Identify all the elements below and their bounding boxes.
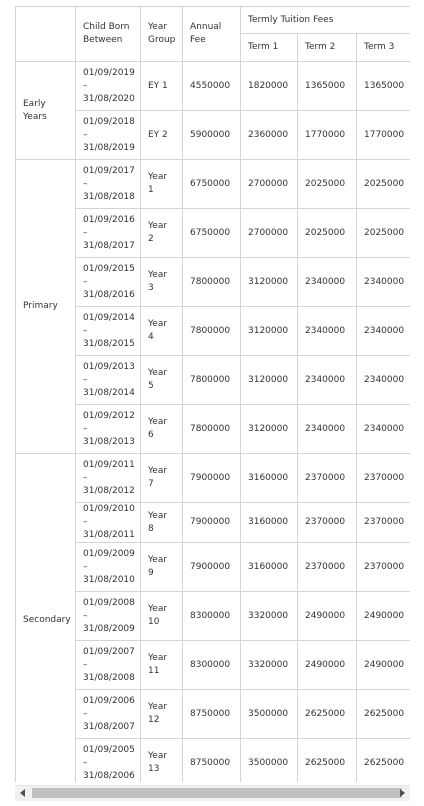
annual-cell: 7900000 <box>183 454 241 503</box>
term1-cell: 3120000 <box>241 356 298 405</box>
born-cell: 01/09/2008 – 31/08/2009 <box>76 592 141 641</box>
year-cell: Year 10 <box>141 592 183 641</box>
term3-cell: 2025000 <box>357 160 411 209</box>
table-row <box>16 690 411 739</box>
term1-cell: 3120000 <box>241 258 298 307</box>
term3-cell: 2025000 <box>357 209 411 258</box>
term1-cell: 2360000 <box>241 111 298 160</box>
born-cell: 01/09/2007 – 31/08/2008 <box>76 641 141 690</box>
year-cell: Year 4 <box>141 307 183 356</box>
term3-cell: 2490000 <box>357 641 411 690</box>
year-cell: Year 1 <box>141 160 183 209</box>
section-early-years: Early Years <box>16 62 76 160</box>
annual-cell: 7900000 <box>183 503 241 543</box>
table-row <box>16 356 411 405</box>
year-group-header: Year Group <box>141 7 183 62</box>
term3-cell: 1365000 <box>357 62 411 111</box>
term3-cell: 2340000 <box>357 356 411 405</box>
born-cell: 01/09/2013 – 31/08/2014 <box>76 356 141 405</box>
born-cell: 01/09/2006 – 31/08/2007 <box>76 690 141 739</box>
term1-cell: 2700000 <box>241 209 298 258</box>
term2-cell: 2340000 <box>298 258 357 307</box>
born-cell: 01/09/2011 – 31/08/2012 <box>76 454 141 503</box>
term3-cell: 2370000 <box>357 503 411 543</box>
scroll-left-arrow-icon[interactable] <box>20 789 25 797</box>
year-cell: EY 2 <box>141 111 183 160</box>
born-cell: 01/09/2014 – 31/08/2015 <box>76 307 141 356</box>
annual-cell: 7800000 <box>183 405 241 454</box>
scrollbar-thumb[interactable] <box>32 788 402 798</box>
term1-cell: 3160000 <box>241 543 298 592</box>
term2-cell: 2625000 <box>298 690 357 739</box>
term1-cell: 3320000 <box>241 641 298 690</box>
term1-header: Term 1 <box>241 34 298 62</box>
section-primary: Primary <box>16 160 76 454</box>
year-cell: Year 12 <box>141 690 183 739</box>
year-cell: Year 11 <box>141 641 183 690</box>
table-row <box>16 258 411 307</box>
annual-cell: 8300000 <box>183 641 241 690</box>
annual-cell: 4550000 <box>183 62 241 111</box>
fees-table-container <box>15 6 410 782</box>
year-cell: Year 2 <box>141 209 183 258</box>
table-row <box>16 592 411 641</box>
annual-cell: 6750000 <box>183 209 241 258</box>
annual-cell: 7800000 <box>183 356 241 405</box>
year-cell: Year 3 <box>141 258 183 307</box>
term1-cell: 3500000 <box>241 739 298 783</box>
annual-fee-header: Annual Fee <box>183 7 241 62</box>
annual-cell: 7800000 <box>183 258 241 307</box>
term2-cell: 2490000 <box>298 641 357 690</box>
term3-cell: 2340000 <box>357 258 411 307</box>
born-cell: 01/09/2017 – 31/08/2018 <box>76 160 141 209</box>
term2-header: Term 2 <box>298 34 357 62</box>
term1-cell: 3120000 <box>241 307 298 356</box>
table-row <box>16 111 411 160</box>
born-cell: 01/09/2019 – 31/08/2020 <box>76 62 141 111</box>
term3-cell: 2490000 <box>357 592 411 641</box>
term1-cell: 3160000 <box>241 503 298 543</box>
born-cell: 01/09/2010 – 31/08/2011 <box>76 503 141 543</box>
born-cell: 01/09/2018 – 31/08/2019 <box>76 111 141 160</box>
term3-header: Term 3 <box>357 34 411 62</box>
term2-cell: 1365000 <box>298 62 357 111</box>
term2-cell: 2370000 <box>298 543 357 592</box>
term1-cell: 1820000 <box>241 62 298 111</box>
annual-cell: 7900000 <box>183 543 241 592</box>
term2-cell: 2025000 <box>298 160 357 209</box>
horizontal-scrollbar[interactable] <box>15 785 410 801</box>
table-row <box>16 160 411 209</box>
year-cell: Year 13 <box>141 739 183 783</box>
year-cell: Year 8 <box>141 503 183 543</box>
term1-cell: 3500000 <box>241 690 298 739</box>
born-cell: 01/09/2012 – 31/08/2013 <box>76 405 141 454</box>
table-row <box>16 454 411 503</box>
born-cell: 01/09/2009 – 31/08/2010 <box>76 543 141 592</box>
term1-cell: 3160000 <box>241 454 298 503</box>
fees-table <box>15 6 410 782</box>
table-row <box>16 405 411 454</box>
year-cell: Year 6 <box>141 405 183 454</box>
year-cell: Year 9 <box>141 543 183 592</box>
section-secondary: Secondary <box>16 454 76 783</box>
term3-cell: 2370000 <box>357 543 411 592</box>
term1-cell: 3120000 <box>241 405 298 454</box>
annual-cell: 8750000 <box>183 690 241 739</box>
annual-cell: 7800000 <box>183 307 241 356</box>
table-row <box>16 209 411 258</box>
born-cell: 01/09/2005 – 31/08/2006 <box>76 739 141 783</box>
born-cell: 01/09/2015 – 31/08/2016 <box>76 258 141 307</box>
term2-cell: 2025000 <box>298 209 357 258</box>
term3-cell: 1770000 <box>357 111 411 160</box>
term1-cell: 2700000 <box>241 160 298 209</box>
term3-cell: 2625000 <box>357 739 411 783</box>
table-row <box>16 307 411 356</box>
term3-cell: 2625000 <box>357 690 411 739</box>
table-row <box>16 503 411 543</box>
term2-cell: 2340000 <box>298 307 357 356</box>
year-cell: Year 5 <box>141 356 183 405</box>
term2-cell: 1770000 <box>298 111 357 160</box>
term2-cell: 2370000 <box>298 454 357 503</box>
annual-cell: 8300000 <box>183 592 241 641</box>
corner-header-cell <box>16 7 76 62</box>
termly-fees-header: Termly Tuition Fees <box>241 7 411 34</box>
annual-cell: 5900000 <box>183 111 241 160</box>
term3-cell: 2370000 <box>357 454 411 503</box>
term3-cell: 2340000 <box>357 405 411 454</box>
scroll-right-arrow-icon[interactable] <box>400 789 405 797</box>
annual-cell: 8750000 <box>183 739 241 783</box>
table-row <box>16 739 411 783</box>
year-cell: EY 1 <box>141 62 183 111</box>
born-cell: 01/09/2016 – 31/08/2017 <box>76 209 141 258</box>
table-row <box>16 62 411 111</box>
term2-cell: 2625000 <box>298 739 357 783</box>
term2-cell: 2490000 <box>298 592 357 641</box>
term2-cell: 2340000 <box>298 405 357 454</box>
annual-cell: 6750000 <box>183 160 241 209</box>
child-born-header: Child Born Between <box>76 7 141 62</box>
term2-cell: 2370000 <box>298 503 357 543</box>
table-row <box>16 543 411 592</box>
term1-cell: 3320000 <box>241 592 298 641</box>
term2-cell: 2340000 <box>298 356 357 405</box>
year-cell: Year 7 <box>141 454 183 503</box>
table-row <box>16 641 411 690</box>
term3-cell: 2340000 <box>357 307 411 356</box>
